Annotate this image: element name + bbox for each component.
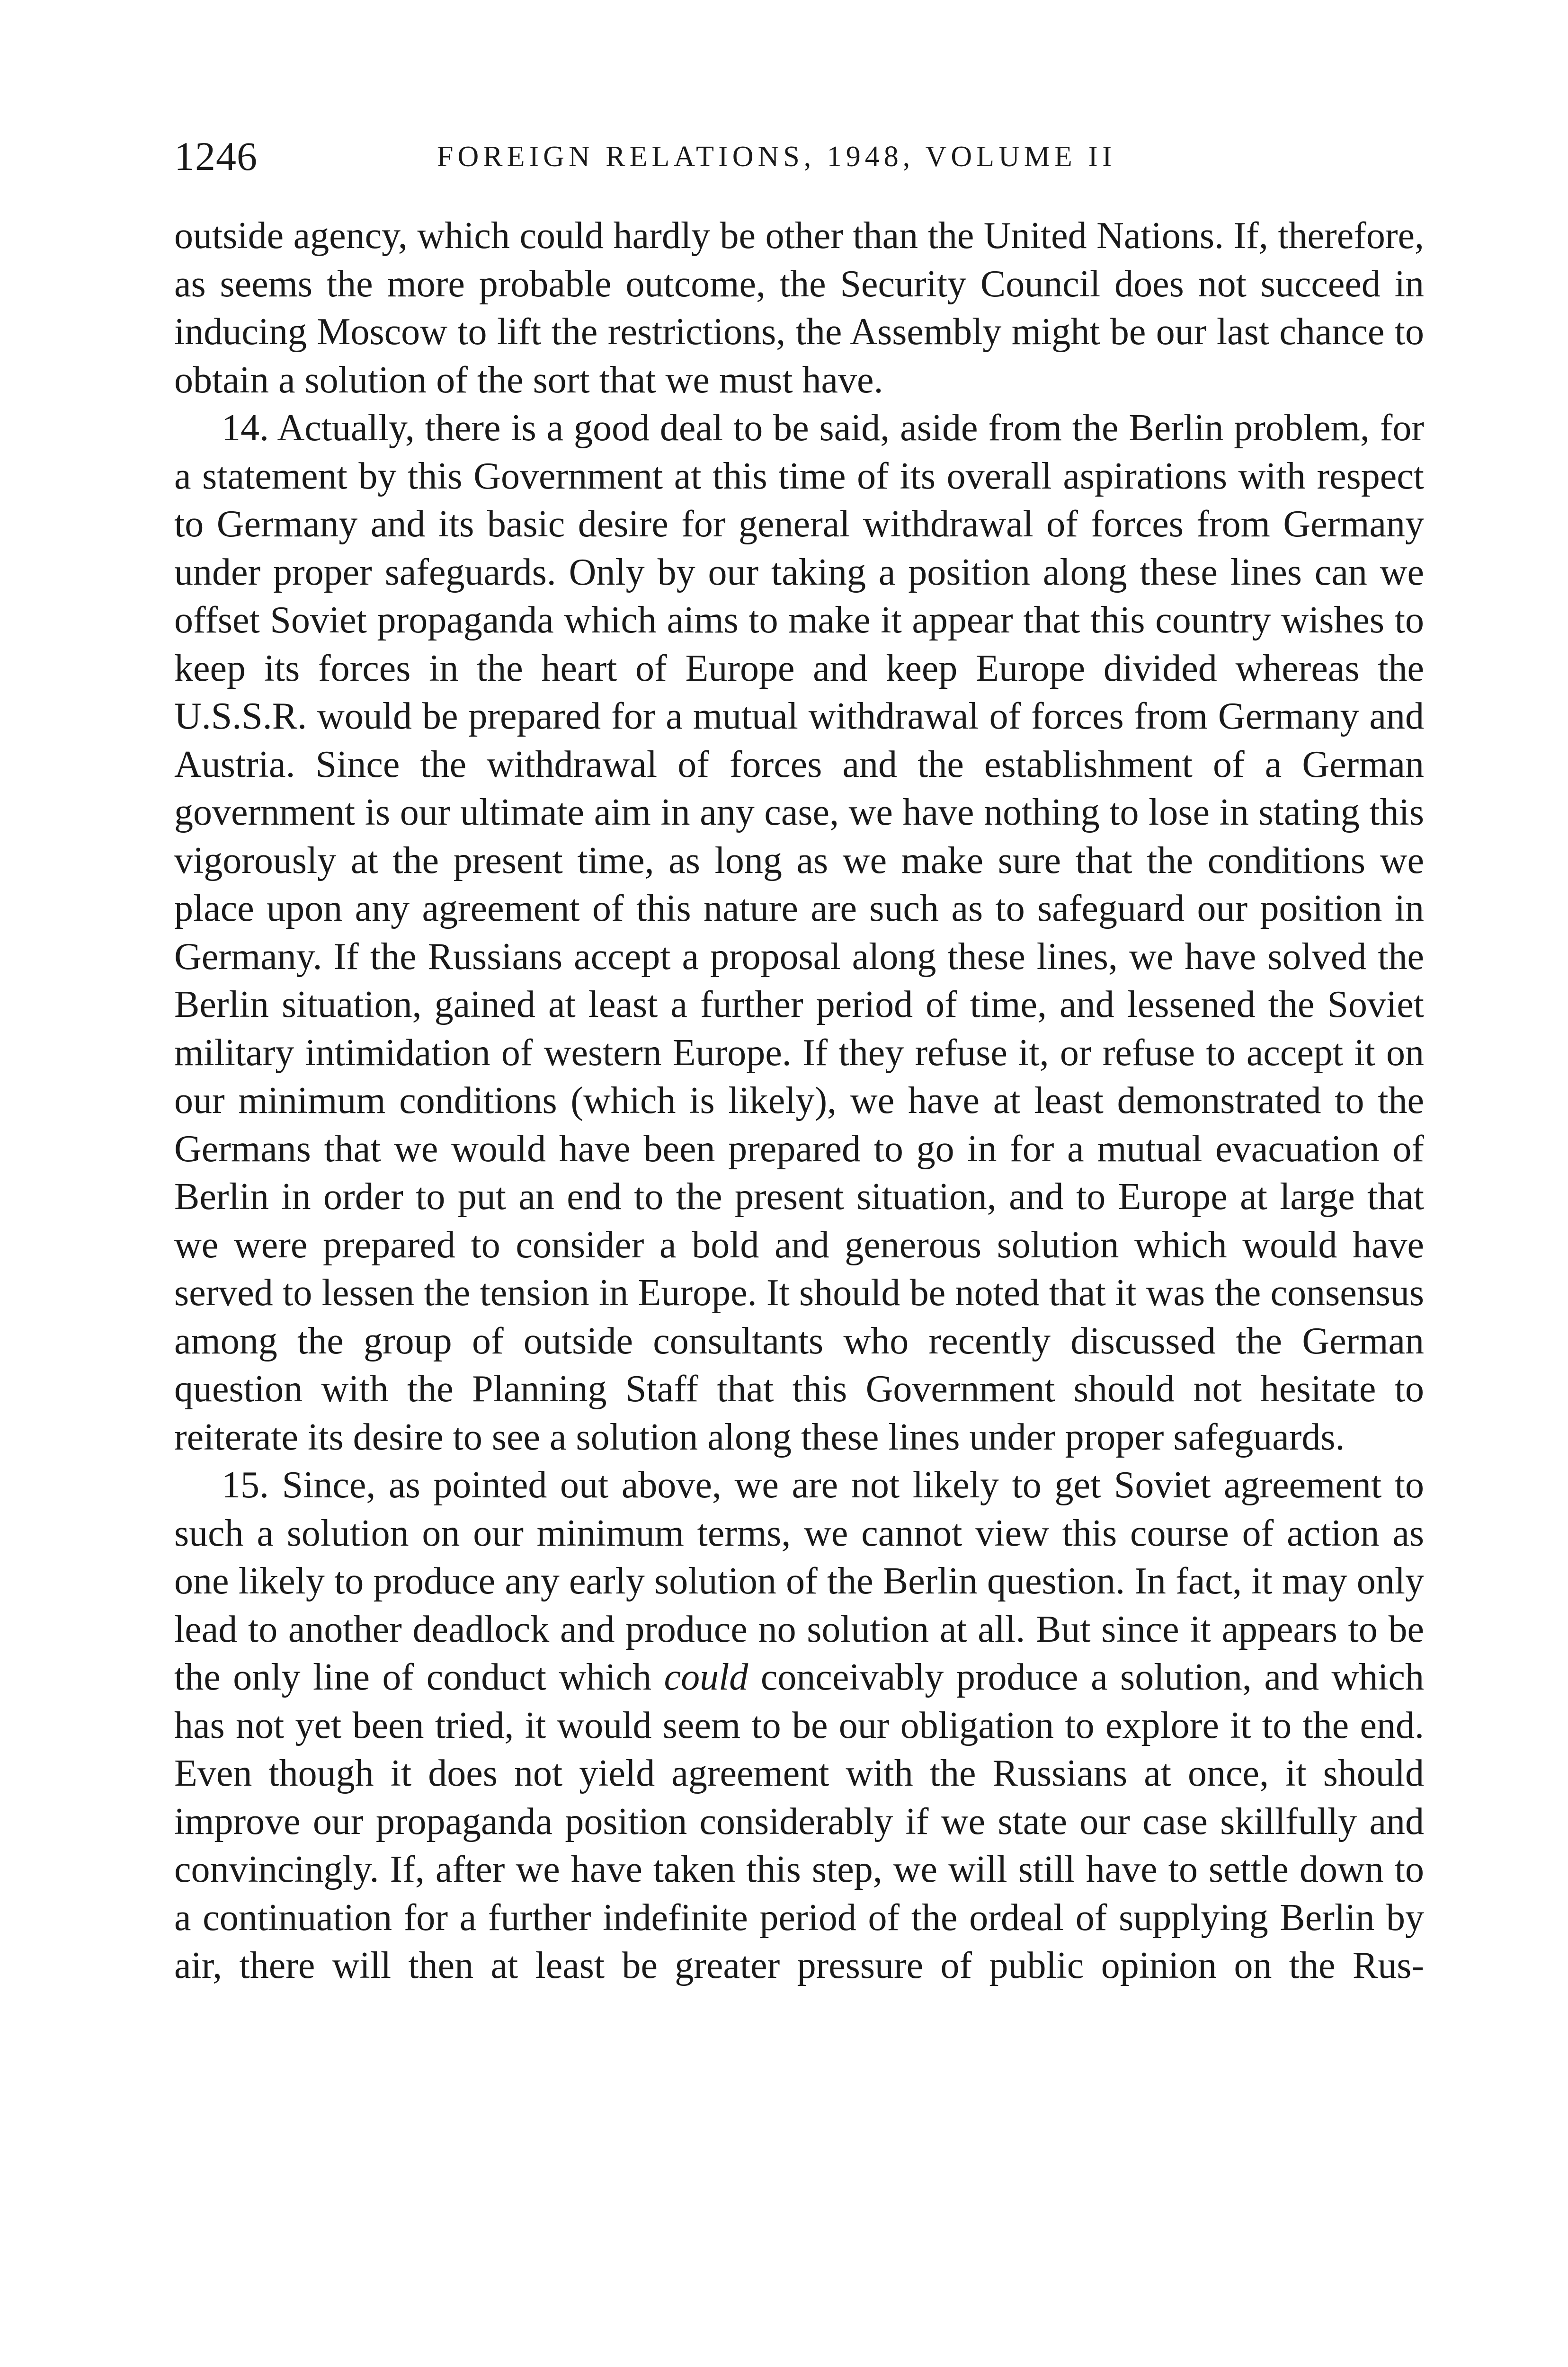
paragraph-text: Since, as pointed out above, we are not likely to get Soviet agreement to such a solution on our minimum terms, we cannot view this course of action as one likely to produce any early solution of the Berlin question. In fact, it may only lead to another deadlock and produce no solution at all. But since it appears to be the only line of conduct which	[174, 1464, 1424, 1698]
italic-word: could	[664, 1656, 748, 1698]
page-header	[174, 128, 1424, 185]
paragraph-continued	[174, 212, 1424, 404]
paragraph-15	[174, 1461, 1424, 1990]
page-number: 1246	[174, 133, 258, 179]
paragraph-number: 14.	[222, 407, 269, 449]
paragraph-text: Actually, there is a good deal to be said, aside from the Berlin problem, for a statement by this Government at this time of its overall aspirations with respect to Germany and its basic desire for general withdrawal of forces from Germany under proper safeguards. Only by our taking a position along these lines can we offset Soviet propaganda which aims to make it appear that this country wishes to keep its forces in the heart of Europe and keep Europe divided whereas the U.S.S.R. would be prepared for a mutual withdrawal of forces from Germany and Austria. Since the withdrawal of forces and the establishment of a German government is our ultimate aim in any case, we have nothing to lose in stating this vigorously at the present time, as long as we make sure that the conditions we place upon any agreement of this nature are such as to safeguard our position in Germany. If the Russians accept a proposal along these lines, we have solved the Berlin situation, gained at least a further period of time, and lessened the Soviet military intimidation of western Europe. If they refuse it, or refuse to accept it on our minimum conditions (which is likely), we have at least demonstrated to the Germans that we would have been prepared to go in for a mutual evacuation of Berlin in order to put an end to the present situation, and to Europe at large that we were prepared to consider a bold and generous solution which would have served to lessen the tension in Europe. It should be noted that it was the consensus among the group of outside consultants who recently discussed the German question with the Planning Staff that this Government should not hesitate to reiterate its desire to see a solution along these lines under proper safeguards.	[174, 407, 1425, 1458]
paragraph-number: 15.	[222, 1464, 269, 1506]
running-head: FOREIGN RELATIONS, 1948, VOLUME II	[437, 141, 1116, 173]
paragraph-text: conceivably produce a solution, and which has not yet been tried, it would seem to be our obligation to explore it to the end. Even though it does not yield agreement with the Russians at once, it should improve our propaganda position considerably if we state our case skillfully and convincingly. If, after we have taken this step, we will still have to settle down to a continuation for a further indefinite period of the ordeal of supplying Berlin by air, there will then at least be greater pressure of public opinion on the Rus-	[174, 1656, 1425, 1986]
paragraph-14	[174, 404, 1424, 1461]
paragraph-text: outside agency, which could hardly be other than the United Nations. If, therefore, as seems the more probable outcome, the Security Council does not succeed in inducing Moscow to lift the restrictions, the Assembly might be our last chance to obtain a solution of the sort that we must have.	[174, 215, 1424, 401]
body-text	[174, 212, 1424, 1990]
